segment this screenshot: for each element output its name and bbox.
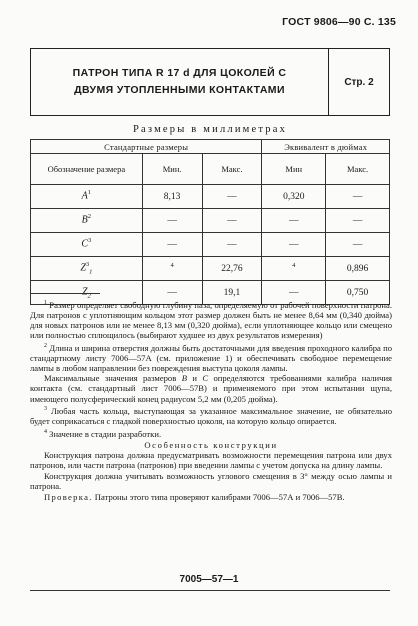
row-symbol: $A^1$ <box>31 185 143 209</box>
table-row <box>31 209 390 233</box>
design-paragraph-1: Конструкция патрона должна предусматривать возможности перемещения патрона или двух патронов, или части патрона (патронов) при введении лампы с учетом допуска на длину лампы. <box>30 450 392 471</box>
check-paragraph: Проверка. Патроны этого типа проверяют калибрами 7006—57А и 7006—57В. <box>44 491 345 502</box>
row-symbol: $C^3$ <box>31 233 143 257</box>
footnote-divider <box>30 293 100 294</box>
col-min: Мин. <box>142 154 202 185</box>
title-line-1: ПАТРОН ТИПА R 17 d ДЛЯ ЦОКОЛЕЙ С <box>72 67 287 79</box>
row-inch-max: — <box>326 185 390 209</box>
title-line-2: ДВУМЯ УТОПЛЕННЫМИ КОНТАКТАМИ <box>74 84 285 96</box>
row-inch-max: 0,750 <box>326 281 390 305</box>
footnote-2-cont: Максимальные значения размеров B и C определяются требованиями калибра наличия контакта (см. стандартный лист 7006—57В) и применяемого при этом испытании щупа, имеющего полусферический конец радиусом 5,2 мм (0,205 дюйма). <box>30 373 392 404</box>
footer-sheet-number: 7005—57—1 <box>179 574 239 585</box>
footnote-1: $^1$ Размер определяет свободную глубину паза, определяемую от рабочей поверхности патрона. Для патронов с уплотняющим кольцом этот размер должен быть не менее 8,64 мм (0,340 дюйма) для новых патронов или не менее 8,13 мм (0,320 дюйма), если уплотняющее кольцо или смещено или полностью сплющилось (выбирают худшее из двух результатов измерения) <box>30 299 392 341</box>
col-max: Макс. <box>202 154 262 185</box>
table-column-header <box>31 154 390 185</box>
design-paragraph-2: Конструкция должна учитывать возможность углового смещения в 3° между осью лампы и патрона. <box>30 470 392 492</box>
row-max: 19,1 <box>202 281 262 305</box>
page-header: ГОСТ 9806—90 С. 135 <box>282 16 396 28</box>
row-max: 22,76 <box>202 257 262 281</box>
table-row <box>31 257 390 281</box>
group-standard: Стандартные размеры <box>31 140 262 154</box>
row-min: — <box>142 281 202 305</box>
row-inch-max: — <box>326 209 390 233</box>
title-main <box>31 49 329 115</box>
row-max: — <box>202 209 262 233</box>
footnote-4: $^4$ Значение в стадии разработки. <box>44 428 162 439</box>
row-inch-max: — <box>326 233 390 257</box>
row-min: — <box>142 209 202 233</box>
table-row <box>31 233 390 257</box>
title-page-number: Стр. 2 <box>344 76 374 88</box>
table-row <box>31 185 390 209</box>
row-max: — <box>202 185 262 209</box>
design-title: Особенность конструкции <box>144 439 278 450</box>
footnote-3: $^3$ Любая часть кольца, выступающая за указанное максимальное значение, не обязательно будет соприкасаться с гладкой поверхностью цоколя, на которую кольцо опирается. <box>30 406 392 427</box>
dimensions-table <box>30 139 390 305</box>
row-inch-min: — <box>262 281 326 305</box>
table-group-header <box>31 140 390 154</box>
col-designation: Обозначение размера <box>31 154 143 185</box>
footer-line <box>30 590 390 591</box>
row-inch-max: 0,896 <box>326 257 390 281</box>
row-max: — <box>202 233 262 257</box>
col-inch-min: Мин <box>262 154 326 185</box>
row-symbol: $B^2$ <box>31 209 143 233</box>
dimensions-title: Размеры в миллиметрах <box>132 124 288 135</box>
row-min: 8,13 <box>142 185 202 209</box>
row-min: — <box>142 233 202 257</box>
col-inch-max: Макс. <box>326 154 390 185</box>
row-inch-min: 0,320 <box>262 185 326 209</box>
notes-body <box>30 298 392 502</box>
row-symbol: $Z_2$ <box>31 281 143 305</box>
group-inch: Эквивалент в дюймах <box>262 140 390 154</box>
footnote-2: $^2$ Длина и ширина отверстия должны быть достаточными для введения проходного калибра по стандартному листу 7006—57А (см. приложение 1) и обеспечивать свободное перемещение лампы в любом направлении без повреждения выступа цоколя лампы. <box>30 342 392 373</box>
row-symbol: $Z^3_1$ <box>31 257 143 281</box>
title-box <box>30 48 390 116</box>
row-inch-min: — <box>262 233 326 257</box>
row-inch-min: — <box>262 209 326 233</box>
row-min: 4 <box>142 257 202 281</box>
row-inch-min: 4 <box>262 257 326 281</box>
